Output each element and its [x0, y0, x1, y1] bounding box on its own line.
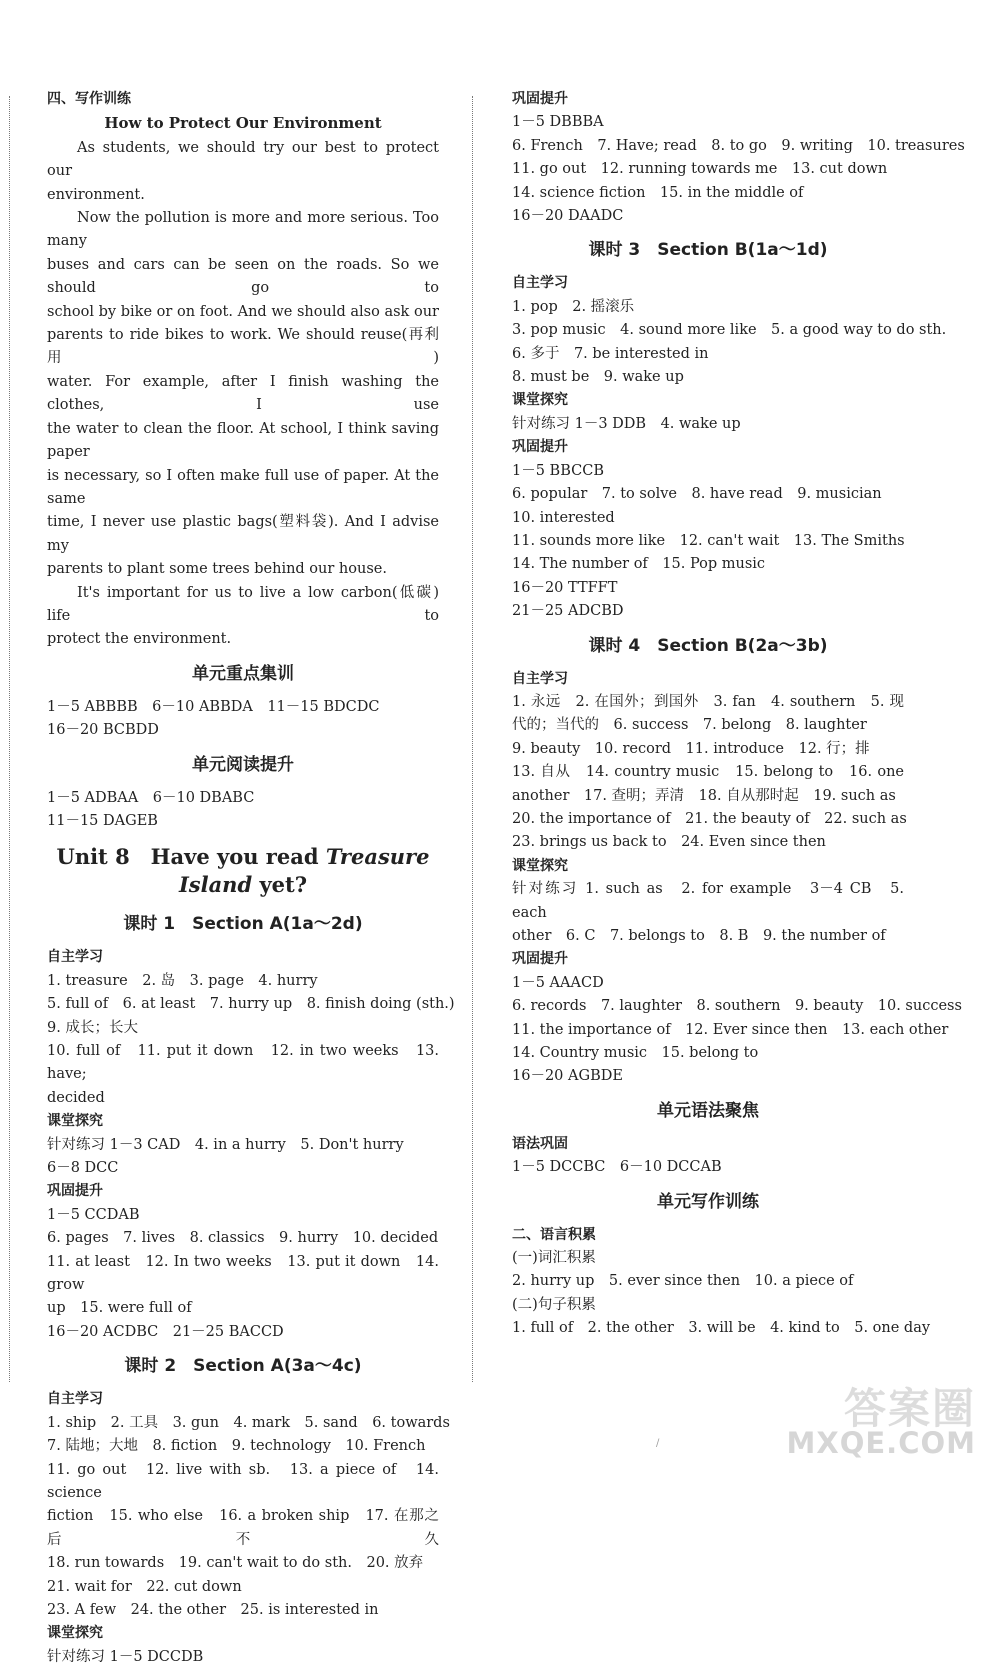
unit-key-title: 单元重点集训: [192, 663, 294, 684]
grammar-answers: [512, 1133, 904, 1180]
watermark-text-top: 答案圈: [843, 1384, 976, 1433]
answer-line: (一)词汇积累: [512, 1250, 596, 1267]
right-column: [512, 88, 965, 1341]
lesson1-title: 课时 1 Section A(1a～2d): [123, 914, 363, 935]
answer-line: 针对练习 1. such as 2. for example 3－4 CB 5. each: [512, 881, 904, 921]
answer-line: 16－20 TTFFT: [512, 579, 618, 596]
answer-line: 23. A few 24. the other 25. is interested in: [47, 1601, 379, 1618]
section-label: 二、语言积累: [512, 1226, 596, 1243]
section-label: 课堂探究: [512, 392, 568, 409]
answer-line: 5. full of 6. at least 7. hurry up 8. finish doing (sth.): [47, 996, 455, 1013]
answer-line: 1－5 ADBAA 6－10 DBABC: [47, 789, 255, 806]
answer-line: 针对练习 1－3 DDB 4. wake up: [512, 415, 741, 432]
lesson4-title: 课时 4 Section B(2a～3b): [588, 635, 828, 656]
answer-line: 13. 自从 14. country music 15. belong to 16. one: [512, 764, 904, 781]
answer-line: 6. French 7. Have; read 8. to go 9. writing 10. treasures: [512, 137, 965, 154]
answer-line: 16－20 ACDBC 21－25 BACCD: [47, 1323, 284, 1340]
answer-line: 11. sounds more like 12. can't wait 13. The Smiths: [512, 532, 905, 549]
answer-line: 21－25 ADCBD: [512, 603, 624, 620]
section-label: 巩固提升: [512, 439, 568, 456]
answer-line: other 6. C 7. belongs to 8. B 9. the number of: [512, 928, 886, 944]
lesson4-answers: [512, 668, 962, 1089]
writing-answers: [512, 1224, 931, 1341]
answer-line: (二)句子积累: [512, 1296, 596, 1313]
answer-line: protect the environment.: [47, 631, 232, 648]
answer-line: parents to plant some trees behind our house.: [47, 561, 387, 578]
answer-line: 1－5 ABBBB 6－10 ABBDA 11－15 BDCDC: [47, 698, 380, 715]
answer-line: 21. wait for 22. cut down: [47, 1578, 242, 1595]
answer-line: environment.: [47, 186, 145, 203]
section-label: 巩固提升: [512, 951, 568, 968]
answer-line: 代的；当代的 6. success 7. belong 8. laughter: [512, 717, 867, 734]
section-label: 语法巩固: [512, 1135, 568, 1152]
answer-line: As students, we should try our best to protect our: [47, 139, 439, 180]
answer-line: 9. 成长；长大: [47, 1019, 138, 1036]
section-label: 自主学习: [512, 670, 568, 687]
answer-line: 16－20 BCBDD: [47, 722, 159, 739]
answer-line: 7. 陆地；大地 8. fiction 9. technology 10. French: [47, 1438, 426, 1455]
answer-line: 2. hurry up 5. ever since then 10. a piece of: [512, 1273, 854, 1290]
answer-line: 14. Country music 15. belong to: [512, 1045, 759, 1062]
left-column: [47, 88, 455, 1669]
answer-line: 1. ship 2. 工具 3. gun 4. mark 5. sand 6. towards: [47, 1414, 450, 1431]
answer-line: 11. at least 12. In two weeks 13. put it down 14. grow: [47, 1253, 439, 1294]
answer-line: 11－15 DAGEB: [47, 812, 158, 829]
lesson2-answers: [47, 1388, 450, 1669]
answer-line: 20. the importance of 21. the beauty of 22. such as: [512, 810, 907, 827]
answer-line: 9. beauty 10. record 11. introduce 12. 行；排: [512, 740, 870, 757]
unit-reading-title: 单元阅读提升: [192, 754, 294, 775]
answer-line: 6. popular 7. to solve 8. have read 9. musician: [512, 486, 882, 503]
answer-line: 16－20 DAADC: [512, 208, 624, 225]
answer-line: 1－5 CCDAB: [47, 1206, 140, 1223]
answer-line: 11. go out 12. live with sb. 13. a piece of 14. science: [47, 1461, 439, 1501]
answer-line: 23. brings us back to 24. Even since then: [512, 834, 826, 851]
answer-line: the water to clean the floor. At school, I think saving paper: [47, 420, 439, 461]
unit-title: Unit 8 Have you read Treasure Island yet?: [56, 844, 430, 898]
lesson3-answers: [512, 272, 947, 623]
watermark-text-bottom: MXQE.COM: [786, 1426, 976, 1460]
answer-line: 1－5 BBCCB: [512, 462, 604, 479]
answer-line: 10. interested: [512, 509, 615, 526]
section-label: 课堂探究: [512, 857, 568, 874]
answer-line: 16－20 AGBDE: [512, 1068, 623, 1085]
lesson2-title: 课时 2 Section A(3a～4c): [124, 1356, 362, 1377]
essay-title: How to Protect Our Environment: [104, 114, 382, 133]
page-mark: /: [656, 1438, 660, 1449]
answer-line: 6. records 7. laughter 8. southern 9. beauty 10. success: [512, 998, 962, 1015]
lesson2-consolidation-answers: [512, 88, 965, 228]
left-margin-rule: [9, 96, 10, 1382]
grammar-title: 单元语法聚焦: [657, 1100, 759, 1121]
answer-line: time, I never use plastic bags(塑料袋). And I advise my: [47, 514, 439, 554]
section-label: 自主学习: [47, 949, 103, 966]
answer-line: buses and cars can be seen on the roads. So we should go to: [47, 256, 439, 297]
answer-line: school by bike or on foot. And we should also ask our: [47, 303, 439, 320]
lesson3-title: 课时 3 Section B(1a～1d): [588, 240, 828, 261]
answer-line: 1. full of 2. the other 3. will be 4. kind to 5. one day: [512, 1320, 931, 1337]
answer-line: 1－5 DCCBC 6－10 DCCAB: [512, 1159, 722, 1176]
answer-line: 18. run towards 19. can't wait to do sth. 20. 放弃: [47, 1555, 424, 1572]
answer-line: 1. pop 2. 摇滚乐: [512, 298, 635, 315]
answer-line: parents to ride bikes to work. We should reuse(再利用): [47, 327, 439, 367]
answer-line: 1. treasure 2. 岛 3. page 4. hurry: [47, 972, 318, 989]
answer-line: 14. The number of 15. Pop music: [512, 556, 766, 573]
answer-line: 11. the importance of 12. Ever since then 13. each other: [512, 1021, 949, 1038]
answer-line: 针对练习 1－5 DCCDB: [47, 1648, 204, 1665]
answer-line: fiction 15. who else 16. a broken ship 17. 在那之后不久: [47, 1508, 439, 1548]
answer-line: 14. science fiction 15. in the middle of: [512, 184, 804, 201]
column-divider: [472, 96, 473, 1382]
answer-line: is necessary, so I often make full use of paper. At the same: [47, 467, 439, 507]
section-label: 巩固提升: [47, 1183, 103, 1200]
section-label: 课堂探究: [47, 1113, 103, 1130]
essay-body: [47, 137, 439, 652]
answer-line: 1－5 AAACD: [512, 974, 604, 991]
section-label: 课堂探究: [47, 1625, 103, 1642]
answer-line: Now the pollution is more and more serious. Too many: [47, 210, 439, 250]
answer-line: water. For example, after I finish washing the clothes, I use: [47, 373, 439, 414]
lesson1-answers: [47, 946, 455, 1344]
writing-title: 单元写作训练: [657, 1191, 759, 1212]
answer-line: 针对练习 1－3 CAD 4. in a hurry 5. Don't hurry: [47, 1136, 404, 1153]
writing-heading: 四、写作训练: [47, 91, 131, 107]
section-label: 自主学习: [47, 1391, 103, 1408]
answer-line: It's important for us to live a low carbon(低碳) life to: [47, 584, 439, 624]
answer-line: 3. pop music 4. sound more like 5. a good way to do sth.: [512, 322, 947, 339]
answer-line: 6. pages 7. lives 8. classics 9. hurry 10. decided: [47, 1230, 439, 1247]
unit-key-answers: [47, 696, 439, 743]
watermark-logo: [786, 1376, 976, 1460]
answer-line: 10. full of 11. put it down 12. in two weeks 13. have;: [47, 1043, 439, 1083]
answer-line: 6－8 DCC: [47, 1160, 119, 1177]
unit-reading-answers: [47, 787, 439, 834]
section-label: 巩固提升: [512, 91, 568, 107]
answer-line: 8. must be 9. wake up: [512, 369, 684, 386]
answer-line: decided: [47, 1089, 105, 1106]
answer-line: 11. go out 12. running towards me 13. cut down: [512, 161, 888, 178]
answer-line: 1. 永远 2. 在国外；到国外 3. fan 4. southern 5. 现: [512, 693, 904, 710]
section-label: 自主学习: [512, 275, 568, 292]
answer-line: up 15. were full of: [47, 1300, 192, 1317]
answer-line: 6. 多于 7. be interested in: [512, 345, 709, 362]
answer-line: another 17. 查明；弄清 18. 自从那时起 19. such as: [512, 787, 896, 804]
answer-line: 1－5 DBBBA: [512, 114, 604, 131]
